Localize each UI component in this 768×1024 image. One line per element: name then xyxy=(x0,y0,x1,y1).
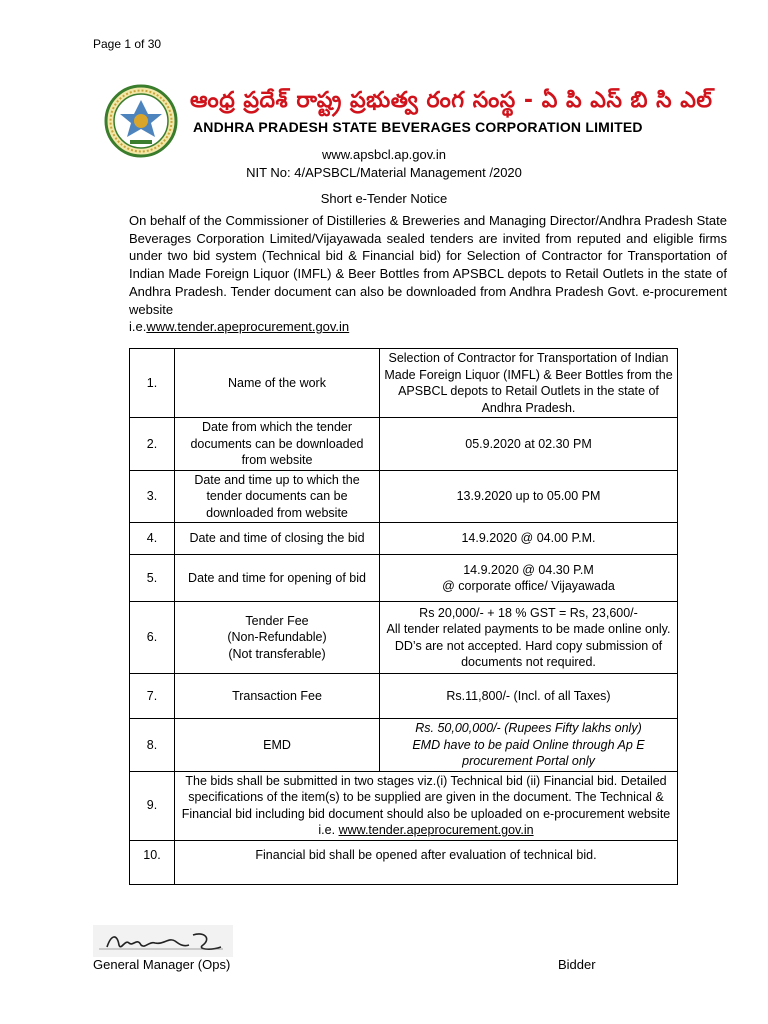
row-label: Date from which the tender documents can be downloaded from website xyxy=(175,418,380,471)
company-title: ANDHRA PRADESH STATE BEVERAGES CORPORATION LIMITED xyxy=(193,119,643,135)
tender-details-table xyxy=(129,348,678,885)
intro-text: On behalf of the Commissioner of Distilleries & Breweries and Managing Director/Andhra Pradesh State Beverages Corporation Limited/Vijayawada sealed tenders are invited from reputed and eligible firms under two bid system (Technical bid & Financial bid) for Selection of Contractor for Transportation of Indian Made Foreign Liquor (IMFL) & Beer Bottles from APSBCL depots to Retail Outlets in the state of Andhra Pradesh. Tender document can also be downloaded from Andhra Pradesh Govt. e-procurement website xyxy=(129,213,727,317)
table-row xyxy=(130,602,678,674)
tender-portal-link[interactable]: www.tender.apeprocurement.gov.in xyxy=(146,319,350,335)
table-row xyxy=(130,470,678,523)
row-number: 9. xyxy=(130,771,175,840)
row-value: Rs.11,800/- (Incl. of all Taxes) xyxy=(380,674,678,719)
signature-image xyxy=(93,925,233,957)
table-row xyxy=(130,418,678,471)
row-label: Name of the work xyxy=(175,349,380,418)
tender-fee-amount: Rs 20,000/- + 18 % GST = Rs, 23,600/- xyxy=(419,605,638,620)
row-number: 8. xyxy=(130,719,175,772)
row-value: Selection of Contractor for Transportation of Indian Made Foreign Liquor (IMFL) & Beer Bottles from the APSBCL depots to Retail Outlets in the state of Andhra Pradesh. xyxy=(380,349,678,418)
payment-note: All tender related payments to be made online only. DD’s are not accepted. Hard copy submission of documents not required. xyxy=(386,622,671,669)
row-number: 7. xyxy=(130,674,175,719)
row-number: 3. xyxy=(130,470,175,523)
row-label: EMD xyxy=(175,719,380,772)
nit-number: NIT No: 4/APSBCL/Material Management /2020 xyxy=(246,165,522,180)
row-value xyxy=(380,555,678,602)
notice-title: Short e-Tender Notice xyxy=(320,191,448,206)
table-row xyxy=(130,719,678,772)
website: www.apsbcl.ap.gov.in xyxy=(321,147,447,162)
row-merged-text xyxy=(175,771,678,840)
row-label: Date and time for opening of bid xyxy=(175,555,380,602)
row-label xyxy=(175,602,380,674)
intro-prefix: i.e. xyxy=(129,319,147,335)
row-value xyxy=(380,719,678,772)
row-label: Date and time up to which the tender documents can be downloaded from website xyxy=(175,470,380,523)
row-merged-text: Financial bid shall be opened after evaluation of technical bid. xyxy=(175,840,678,884)
row-label: Transaction Fee xyxy=(175,674,380,719)
row-value: 13.9.2020 up to 05.00 PM xyxy=(380,470,678,523)
row-value xyxy=(380,602,678,674)
row-number: 4. xyxy=(130,523,175,555)
table-row xyxy=(130,555,678,602)
page-number: Page 1 of 30 xyxy=(93,37,162,51)
letterhead xyxy=(104,84,713,144)
not-transferable-note: (Not transferable) xyxy=(228,646,326,661)
row-number: 5. xyxy=(130,555,175,602)
signatory-title: General Manager (Ops) xyxy=(93,957,231,972)
emd-note: EMD have to be paid Online through Ap E procurement Portal only xyxy=(412,737,645,768)
non-refundable-note: (Non-Refundable) xyxy=(227,630,327,645)
opening-datetime: 14.9.2020 @ 04.30 P.M xyxy=(463,562,594,577)
telugu-title: ఆంధ్ర ప్రదేశ్ రాష్ట్ర ప్రభుత్వ రంగ సంస్థ - ఏ పి ఎస్ బి సి ఎల్ xyxy=(190,88,713,113)
emd-amount: Rs. 50,00,000/- (Rupees Fifty lakhs only) xyxy=(415,721,642,735)
row-number: 10. xyxy=(130,840,175,884)
table-row xyxy=(130,523,678,555)
row-value: 14.9.2020 @ 04.00 P.M. xyxy=(380,523,678,555)
eprocurement-link[interactable]: www.tender.apeprocurement.gov.in xyxy=(338,823,534,837)
tender-fee-label: Tender Fee xyxy=(245,613,309,628)
opening-venue: @ corporate office/ Vijayawada xyxy=(442,579,615,593)
table-row xyxy=(130,349,678,418)
table-row xyxy=(130,840,678,884)
bid-submission-text: The bids shall be submitted in two stages viz.(i) Technical bid (ii) Financial bid. Detailed specifications of the item(s) to be supplied are given in the document. The Technical & Financial bid including bid document should also be uploaded on e-procurement website i.e. xyxy=(181,773,671,837)
row-value: 05.9.2020 at 02.30 PM xyxy=(380,418,678,471)
table-row xyxy=(130,771,678,840)
intro-paragraph xyxy=(129,212,727,336)
table-row xyxy=(130,674,678,719)
row-number: 2. xyxy=(130,418,175,471)
bidder-label: Bidder xyxy=(558,957,596,972)
row-number: 6. xyxy=(130,602,175,674)
row-number: 1. xyxy=(130,349,175,418)
row-label: Date and time of closing the bid xyxy=(175,523,380,555)
